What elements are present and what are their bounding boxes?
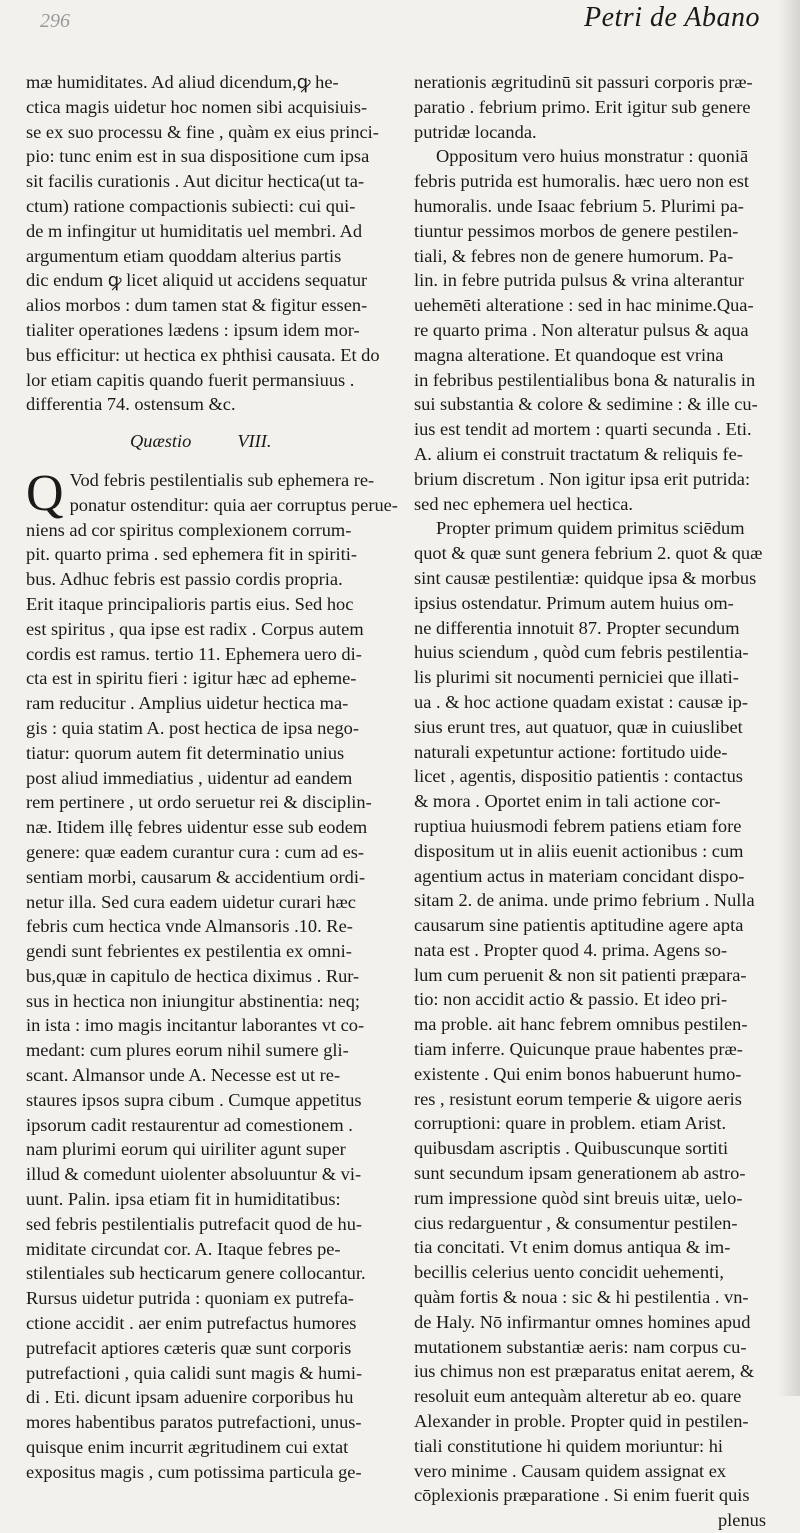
text-line: pit. quarto prima . sed ephemera fit in spiriti- bbox=[26, 544, 357, 565]
text-line: tiatur: quorum autem fit determinatio unius bbox=[26, 742, 345, 763]
text-line: res , resistunt eorum temperie & uigore aeris bbox=[414, 1088, 742, 1109]
text-line: cius redarguentur , & consumentur pestilen- bbox=[414, 1212, 738, 1233]
text-line: febris cum hectica vnde Almansoris .10. Re- bbox=[26, 916, 353, 937]
text-line: Vod febris pestilentialis sub ephemera re- bbox=[69, 469, 375, 490]
text-line: uunt. Palin. ipsa etiam fit in humiditatibus: bbox=[26, 1189, 341, 1210]
text-line: ponatur ostenditur: quia aer corruptus perue- bbox=[69, 494, 398, 515]
text-line: sitam 2. de anima. unde primo febrium . Nulla bbox=[414, 890, 755, 911]
text-line: vero minime . Causam quidem assignat ex bbox=[414, 1460, 727, 1481]
text-line: scant. Almansor unde A. Necesse est ut re- bbox=[26, 1065, 341, 1086]
text-line: lum cum peruenit & non sit patienti præpara- bbox=[414, 964, 747, 985]
text-line: dispositum ut in aliis euenit actionibus : cum bbox=[414, 840, 744, 861]
text-line: brium discretum . Non igitur ipsa erit putrida: bbox=[414, 468, 751, 489]
text-line: alios morbos : dum tamen stat & figitur essen- bbox=[26, 295, 368, 316]
text-line: ipsius ostendatur. Primum autem huius om- bbox=[414, 592, 734, 613]
text-line: Propter primum quidem primitus sciēdum bbox=[436, 518, 745, 539]
text-line: dic endum ꝙ licet aliquid ut accidens sequatur bbox=[26, 270, 368, 291]
text-line: tiam inferre. Quicunque praue habentes præ- bbox=[414, 1039, 743, 1060]
text-line: differentia 74. ostensum &c. bbox=[26, 394, 236, 415]
text-line: sint causæ pestilentiæ: quidque ipsa & morbus bbox=[414, 567, 757, 588]
text-line: sius erunt tres, aut quatuor, quæ in cuiuslibet bbox=[414, 716, 743, 737]
text-line: sunt secundum ipsam generationem ab astro- bbox=[414, 1163, 746, 1184]
left-column bbox=[26, 70, 404, 1485]
text-line: tiuntur pessimos morbos de genere pestilen- bbox=[414, 220, 739, 241]
text-line: Oppositum vero huius monstratur : quoniā bbox=[436, 146, 749, 167]
text-line: nam plurimi eorum qui uiriliter agunt super bbox=[26, 1139, 346, 1160]
text-line: putrefactioni , quia calidi sunt magis & humi- bbox=[26, 1362, 363, 1383]
catchword: plenus bbox=[717, 1510, 766, 1531]
text-line: in febribus pestilentialibus bona & naturalis in bbox=[414, 369, 756, 390]
text-line: corruptioni: quare in problem. etiam Arist. bbox=[414, 1113, 727, 1134]
text-line: existente . Qui enim bonos habuerunt humo- bbox=[414, 1063, 742, 1084]
text-line: quàm fortis & noua : sic & hi pestilentia . vn- bbox=[414, 1287, 749, 1308]
text-line: gendi sunt febrientes ex pestilentia ex omni- bbox=[26, 941, 352, 962]
running-head: Petri de Abano bbox=[583, 2, 760, 33]
text-line: lis plurimi sit nocumenti perniciei que illati- bbox=[414, 667, 739, 688]
text-line: ne differentia innotuit 87. Propter secundum bbox=[414, 617, 740, 638]
text-line: ma proble. ait hanc febrem omnibus pestilen- bbox=[414, 1014, 748, 1035]
text-line: tiali, & febres non de genere humorum. Pa- bbox=[414, 245, 734, 266]
text-line: A. alium ei construit tractatum & reliquis fe- bbox=[414, 443, 743, 464]
question-text bbox=[26, 464, 404, 1485]
text-line: ua . & hoc actione quadam existat : causæ ip- bbox=[414, 691, 748, 712]
text-line: sed nec ephemera uel hectica. bbox=[414, 493, 634, 514]
text-line: resoluit eum antequàm alteretur ab eo. quare bbox=[414, 1386, 742, 1407]
question-label: Quæstio bbox=[130, 431, 192, 452]
text-line: ius chimus non est præparatus enitat aerem, & bbox=[414, 1361, 755, 1382]
text-line: sentiam morbi, causarum & accidentium ordi- bbox=[26, 866, 366, 887]
text-line: licet , agentis, dispositio patientis : contactus bbox=[414, 766, 743, 787]
right-column bbox=[414, 70, 766, 1533]
text-line: sed febris pestilentialis putrefacit quod de hu- bbox=[26, 1213, 363, 1234]
text-line: huius sciendum , quòd cum febris pestilentia- bbox=[414, 642, 749, 663]
text-line: humoralis. unde Isaac febrium 5. Plurimi pa- bbox=[414, 195, 744, 216]
text-line: nata est . Propter quod 4. prima. Agens so- bbox=[414, 939, 728, 960]
text-line: lor etiam capitis quando fuerit permansiuus . bbox=[26, 369, 355, 390]
text-line: de m infingitur ut humiditatis uel membri. Ad bbox=[26, 220, 363, 241]
text-line: stilentiales sub hecticarum genere collocantur. bbox=[26, 1263, 366, 1284]
text-line: mores habentibus paratos putrefactioni, unus- bbox=[26, 1412, 362, 1433]
text-line: niens ad cor spiritus complexionem corrum- bbox=[26, 519, 352, 540]
text-line: bus efficitur: ut hectica ex phthisi causata. Et do bbox=[26, 344, 380, 365]
text-line: uehemēti alteratione : sed in hac minime.Qua- bbox=[414, 295, 754, 316]
text-line: tia concitati. Vt enim domus antiqua & im- bbox=[414, 1237, 731, 1258]
text-line: in ista : imo magis incitantur laborantes vt co- bbox=[26, 1015, 365, 1036]
text-line: causarum sine patientis aptitudine agere apta bbox=[414, 915, 744, 936]
left-column-paragraph bbox=[26, 70, 404, 417]
text-line: mæ humiditates. Ad aliud dicendum,ꝙ he- bbox=[26, 72, 339, 92]
text-line: illud & comedunt uiolenter absoluuntur & vi- bbox=[26, 1164, 362, 1185]
text-line: bus,quæ in capitulo de hectica diximus . Rur- bbox=[26, 965, 360, 986]
text-line: ram reducitur . Amplius uidetur hectica ma- bbox=[26, 693, 349, 714]
text-line: tialiter operationes lædens : ipsum idem mor- bbox=[26, 319, 360, 340]
text-line: ctica magis uidetur hoc nomen sibi acquisiuis- bbox=[26, 96, 368, 117]
text-line: medant: cum plures eorum nihil sumere gli- bbox=[26, 1040, 349, 1061]
right-column-text bbox=[414, 70, 766, 1508]
text-line: lin. in febre putrida pulsus & vrina alterantur bbox=[414, 270, 744, 291]
question-number: VIII. bbox=[237, 431, 272, 452]
text-line: ruptiua huiusmodi febrem patiens etiam fore bbox=[414, 815, 742, 836]
text-line: nerationis ægritudinū sit passuri corporis præ- bbox=[414, 72, 753, 92]
text-line: tiali constitutione hi quidem moriuntur: hi bbox=[414, 1435, 724, 1456]
text-line: mutationem substantiæ aeris: nam corpus cu- bbox=[414, 1336, 747, 1357]
text-line: cōplexionis præparatione . Si enim fuerit quis bbox=[414, 1485, 750, 1506]
text-line: ius est tendit ad mortem : quarti secunda . Eti. bbox=[414, 419, 752, 440]
folio-number: 296 bbox=[40, 10, 70, 32]
text-line: gis : quia statim A. post hectica de ipsa nego- bbox=[26, 717, 360, 738]
text-line: Erit itaque principalioris partis eius. Sed hoc bbox=[26, 593, 354, 614]
text-line: ctione accidit . aer enim putrefactus humores bbox=[26, 1313, 357, 1334]
text-line: & mora . Oportet enim in tali actione cor- bbox=[414, 791, 721, 812]
text-line: sus in hectica non iniungitur abstinentia: neq; bbox=[26, 990, 361, 1011]
text-line: sit facilis curationis . Aut dicitur hectica(ut ta- bbox=[26, 171, 365, 192]
text-line: paratio . febrium primo. Erit igitur sub genere bbox=[414, 96, 751, 117]
text-line: cordis est ramus. tertio 11. Ephemera uero di- bbox=[26, 643, 362, 664]
text-line: quisque enim incurrit ægritudinem cui extat bbox=[26, 1437, 349, 1458]
text-line: bus. Adhuc febris est passio cordis propria. bbox=[26, 569, 343, 590]
text-line: rem pertinere , ut ordo seruetur rei & disciplin- bbox=[26, 792, 372, 813]
text-line: ipsorum cadit restaurentur ad comestionem . bbox=[26, 1114, 353, 1135]
text-line: post aliud immediatius , uidentur ad eandem bbox=[26, 767, 353, 788]
text-line: putridæ locanda. bbox=[414, 121, 537, 142]
text-line: Alexander in proble. Propter quid in pestilen- bbox=[414, 1411, 749, 1432]
text-line: staures ipsos supra cibum . Cumque appetitus bbox=[26, 1089, 362, 1110]
drop-cap: Q bbox=[26, 464, 64, 522]
text-line: næ. Itidem illę febres uidentur esse sub eodem bbox=[26, 817, 368, 838]
text-line: sui substantia & colore & sedimine : & ille cu- bbox=[414, 394, 758, 415]
question-heading bbox=[26, 429, 404, 454]
text-line: rum impressione quòd sint breuis uitæ, uelo- bbox=[414, 1187, 743, 1208]
text-line: becillis celerius uento concidit uehementi, bbox=[414, 1262, 724, 1283]
text-line: ctum) ratione compactionis subiecti: cui qui- bbox=[26, 195, 356, 216]
text-line: genere: quæ eadem curantur cura : cum ad es- bbox=[26, 841, 365, 862]
text-line: de Haly. Nō infirmantur omnes homines apud bbox=[414, 1311, 751, 1332]
text-line: quot & quæ sunt genera febrium 2. quot & quæ bbox=[414, 543, 763, 564]
text-line: est spiritus , qua ipse est radix . Corpus autem bbox=[26, 618, 364, 639]
text-line: pio: tunc enim est in sua dispositione cum ipsa bbox=[26, 146, 370, 167]
page-edge-shadow bbox=[778, 0, 800, 1396]
text-line: di . Eti. dicunt ipsam aduenire corporibus hu bbox=[26, 1387, 354, 1408]
text-line: miditate circundat cor. A. Itaque febres pe- bbox=[26, 1238, 341, 1259]
text-line: putrefacit aptiores cæteris quæ sunt corporis bbox=[26, 1337, 352, 1358]
text-line: re quarto prima . Non alteratur pulsus & aqua bbox=[414, 319, 749, 340]
text-line: naturali expetuntur actione: fortitudo uide- bbox=[414, 741, 728, 762]
text-line: quibusdam ascriptis . Quibuscunque sortiti bbox=[414, 1138, 729, 1159]
text-line: febris putrida est humoralis. hæc uero non est bbox=[414, 171, 750, 192]
text-line: expositus magis , cum potissima particula ge- bbox=[26, 1461, 362, 1482]
text-line: argumentum etiam quoddam alterius partis bbox=[26, 245, 342, 266]
text-line: netur illa. Sed cura eadem uidetur curari hæc bbox=[26, 891, 356, 912]
text-line: tio: non accidit actio & passio. Et ideo pri- bbox=[414, 989, 728, 1010]
text-line: Rursus uidetur putrida : quoniam ex putrefa- bbox=[26, 1288, 354, 1309]
text-line: se ex suo processu & fine , quàm ex eius princi- bbox=[26, 121, 379, 142]
text-line: cta est in spiritu fieri : igitur hæc ad epheme- bbox=[26, 668, 357, 689]
text-line: agentium actus in materiam concidant dispo- bbox=[414, 865, 745, 886]
text-line: magna alteratione. Et quandoque est vrina bbox=[414, 344, 724, 365]
